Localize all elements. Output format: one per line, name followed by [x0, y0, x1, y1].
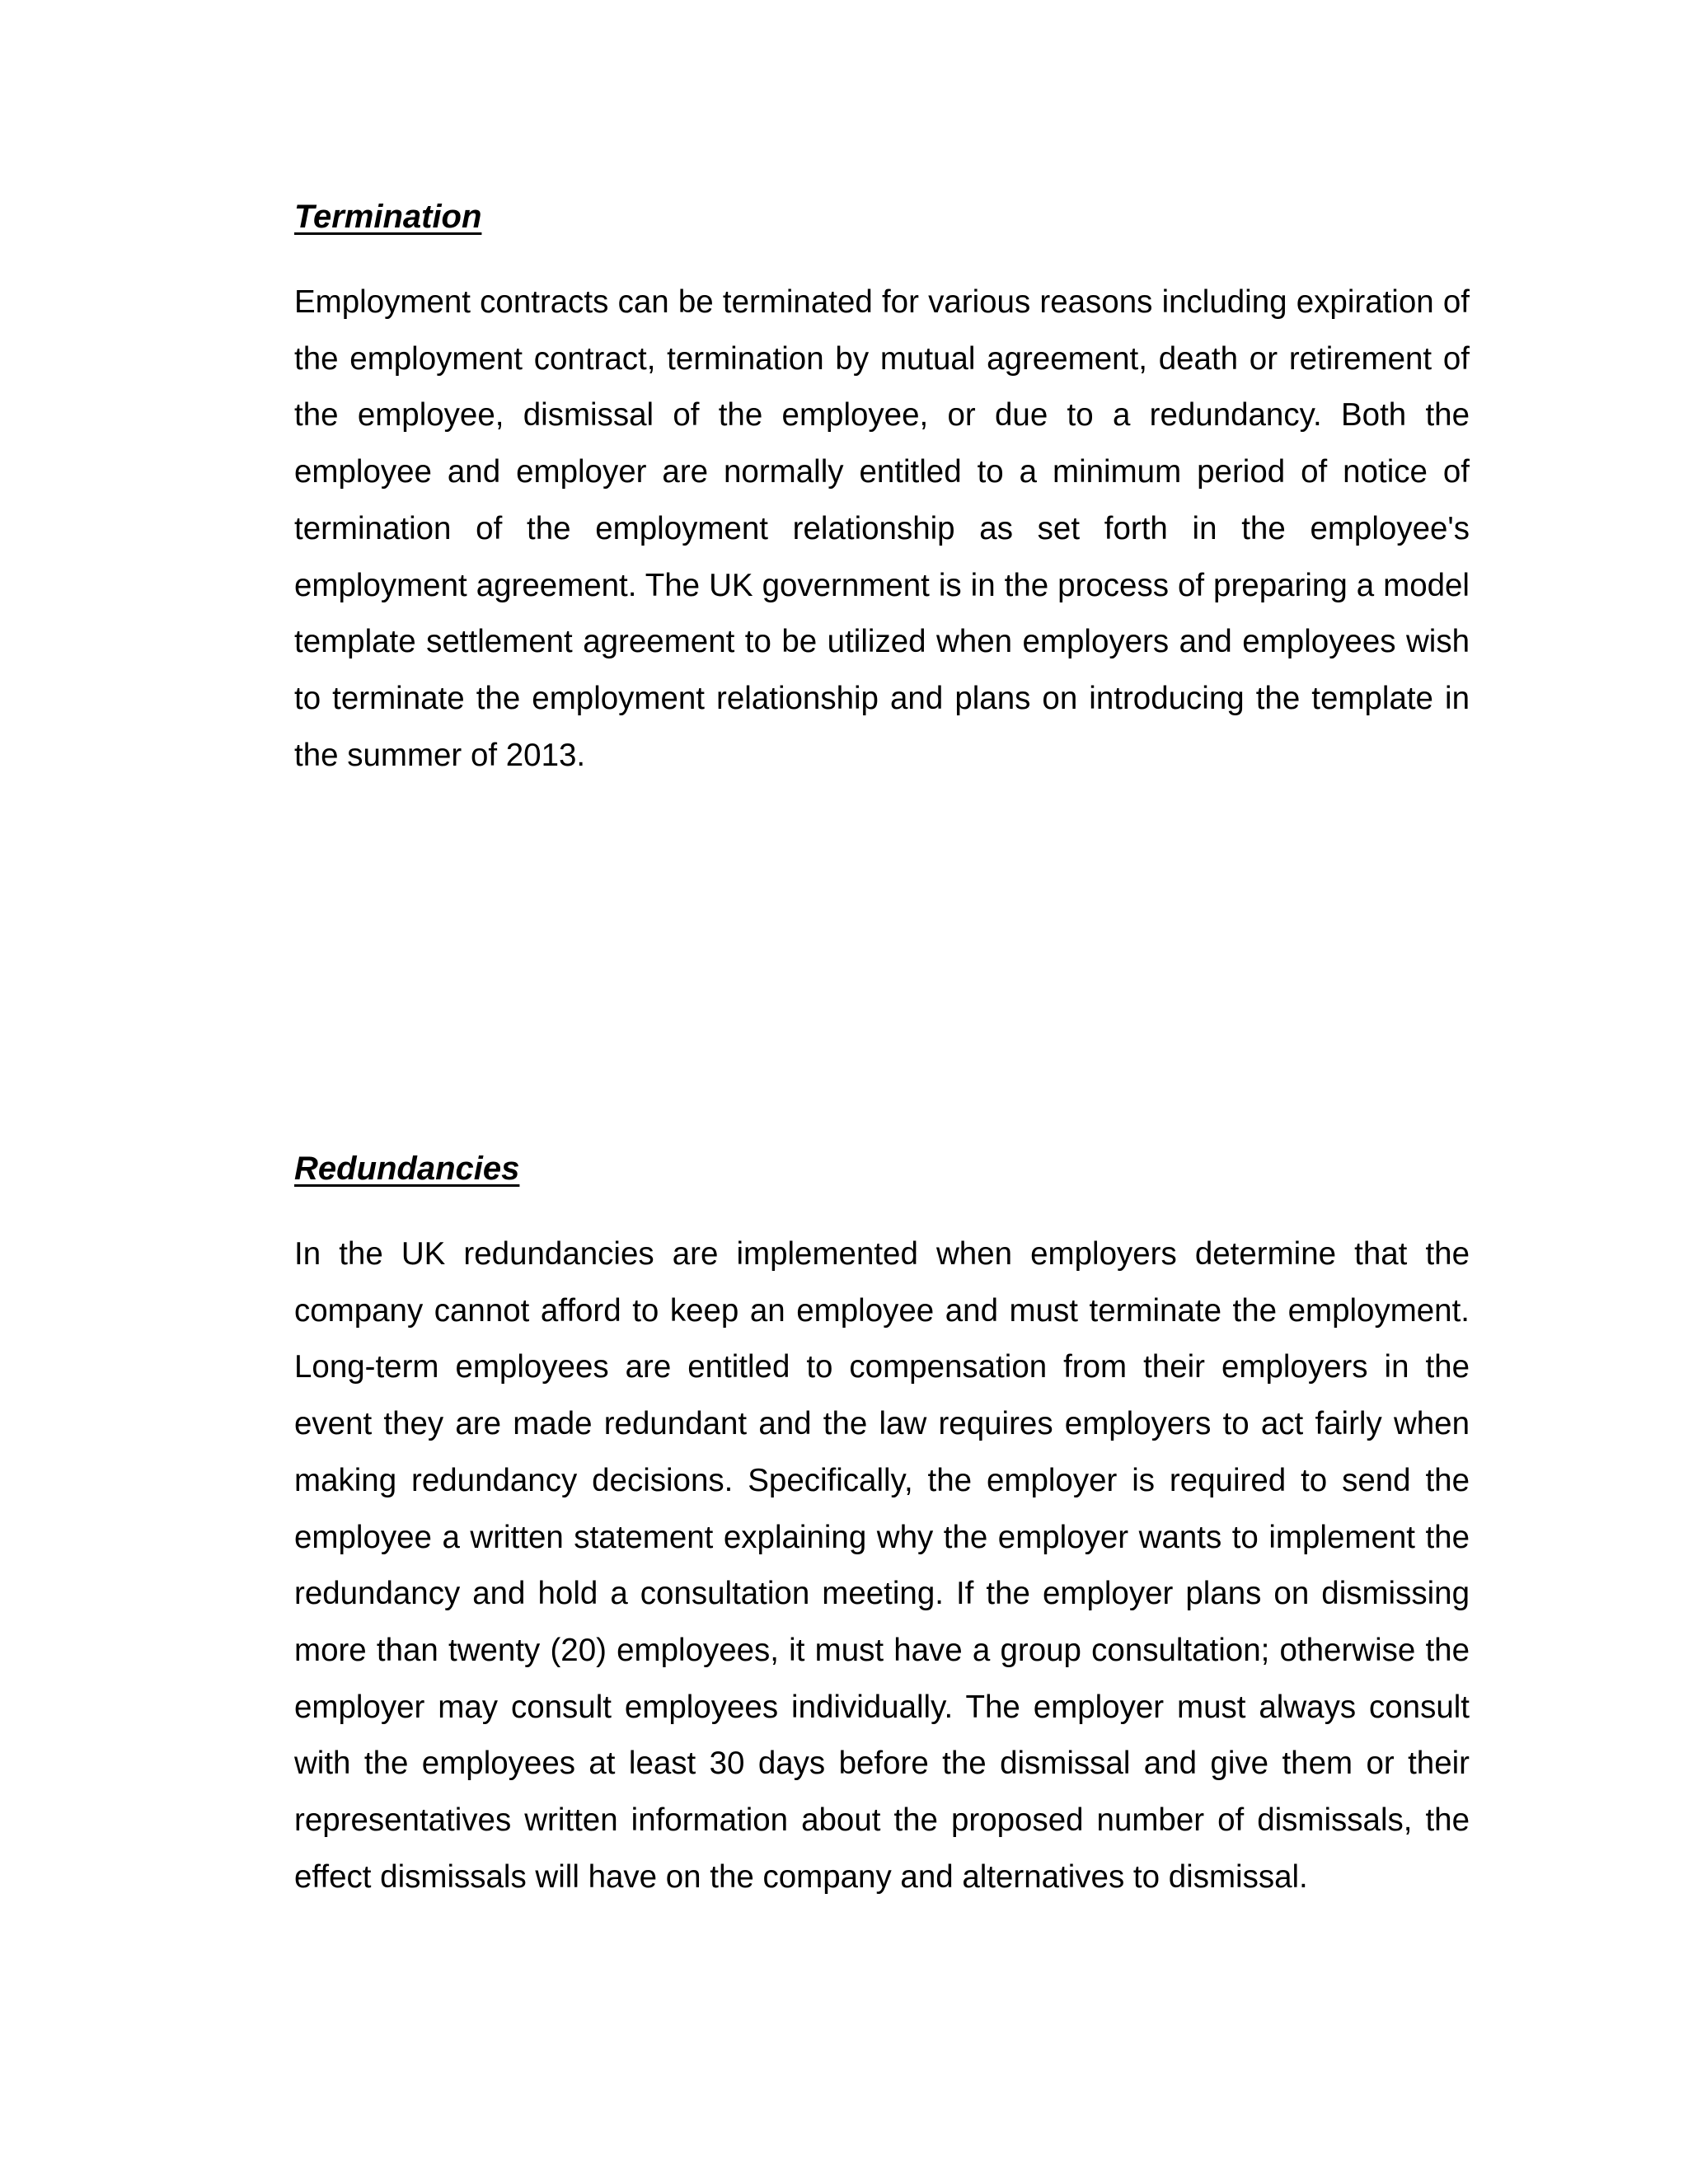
- section-body-redundancies: In the UK redundancies are implemented when employers determine that the company cannot afford to keep an employee and must terminate the employment. Long-term employees are entitled to compensation from their employers in the event they are made redundant and the law requires employers to act fairly when making redundancy decisions. Specifically, the employer is required to send the employee a written statement explaining why the employer wants to implement the redundancy and hold a consultation meeting. If the employer plans on dismissing more than twenty (20) employees, it must have a group consultation; otherwise the employer may consult employees individually. The employer must always consult with the employees at least 30 days before the dismissal and give them or their representatives written information about the proposed number of dismissals, the effect dismissals will have on the company and alternatives to dismissal.: [294, 1236, 1470, 1895]
- section-redundancies: [294, 1144, 1470, 1905]
- section-termination: [294, 192, 1470, 784]
- section-heading-termination: Termination: [294, 199, 482, 235]
- section-body-termination: Employment contracts can be terminated for various reasons including expiration of the employment contract, termination by mutual agreement, death or retirement of the employee, dismissal of the employee, or due to a redundancy. Both the employee and employer are normally entitled to a minimum period of notice of termination of the employment relationship as set forth in the employee's employment agreement. The UK government is in the process of preparing a model template settlement agreement to be utilized when employers and employees wish to terminate the employment relationship and plans on introducing the template in the summer of 2013.: [294, 284, 1470, 773]
- section-heading-redundancies: Redundancies: [294, 1151, 520, 1187]
